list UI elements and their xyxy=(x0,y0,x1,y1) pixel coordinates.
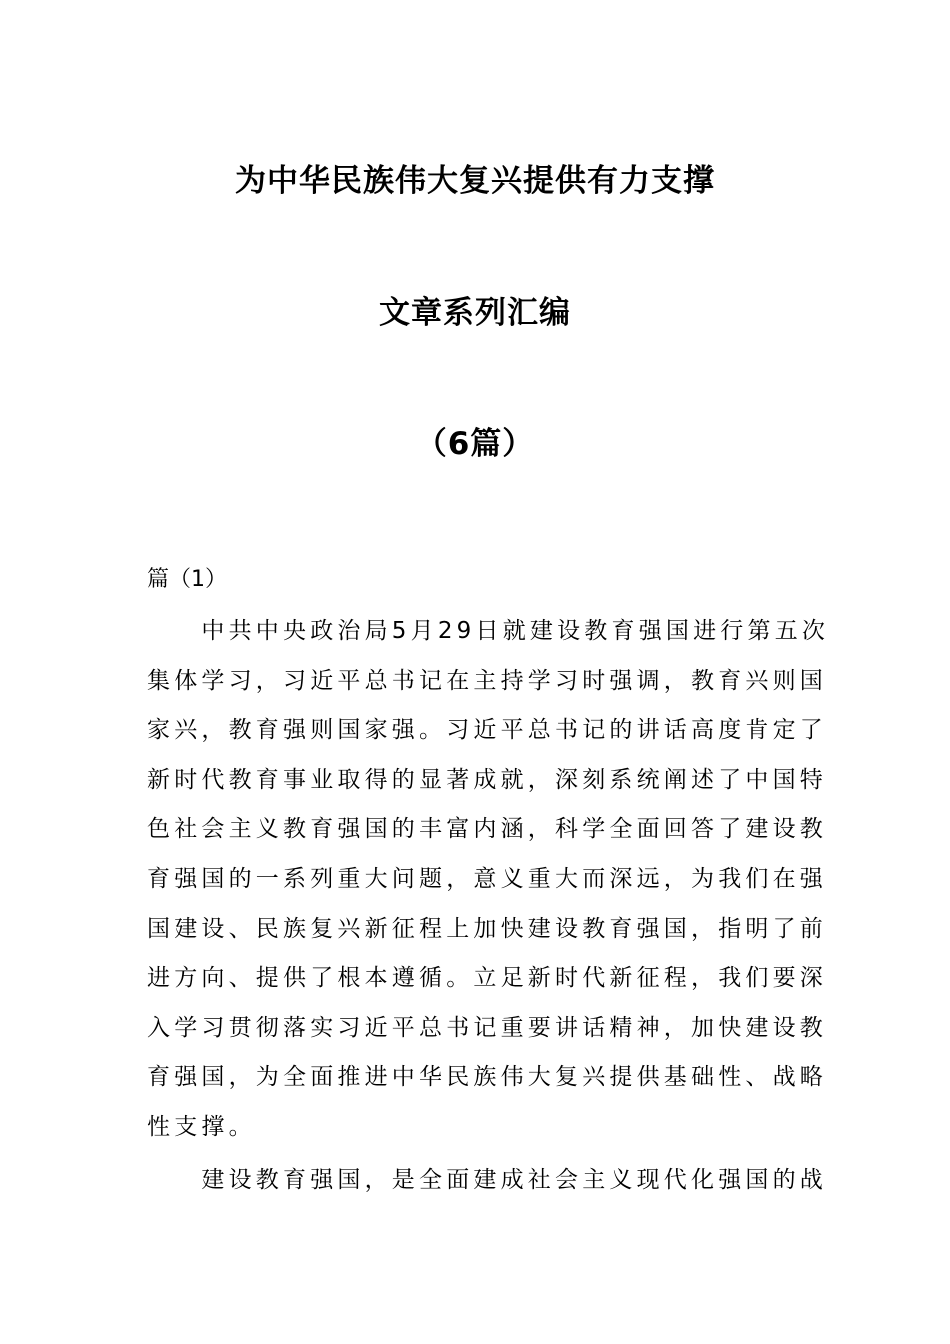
paragraph-line: 进方向、提供了根本遵循。立足新时代新征程，我们要深 xyxy=(147,965,827,992)
document-title: 为中华民族伟大复兴提供有力支撑 xyxy=(235,163,715,199)
paragraph-line: 育强国的一系列重大问题，意义重大而深远，为我们在强 xyxy=(147,865,827,892)
document-subtitle: 文章系列汇编 xyxy=(379,295,571,331)
paragraph-line: 新时代教育事业取得的显著成就，深刻系统阐述了中国特 xyxy=(147,766,827,793)
paragraph-line: 性支撑。 xyxy=(147,1113,256,1140)
paragraph-line: 集体学习，习近平总书记在主持学习时强调，教育兴则国 xyxy=(147,667,827,694)
paragraph-1 xyxy=(147,607,830,1153)
paragraph-line: 中共中央政治局5月29日就建设教育强国进行第五次 xyxy=(147,618,830,644)
article-count: （6篇） xyxy=(415,426,535,462)
section-label: 篇（1） xyxy=(147,567,227,592)
paragraph-line: 家兴，教育强则国家强。习近平总书记的讲话高度肯定了 xyxy=(147,717,827,744)
paragraph-line: 国建设、民族复兴新征程上加快建设教育强国，指明了前 xyxy=(147,915,827,942)
paragraph-line: 入学习贯彻落实习近平总书记重要讲话精神，加快建设教 xyxy=(147,1014,827,1041)
paragraph-2 xyxy=(147,1156,827,1206)
paragraph-line: 建设教育强国，是全面建成社会主义现代化强国的战 xyxy=(147,1167,827,1193)
paragraph-line: 育强国，为全面推进中华民族伟大复兴提供基础性、战略 xyxy=(147,1064,827,1091)
paragraph-line: 色社会主义教育强国的丰富内涵，科学全面回答了建设教 xyxy=(147,816,827,843)
